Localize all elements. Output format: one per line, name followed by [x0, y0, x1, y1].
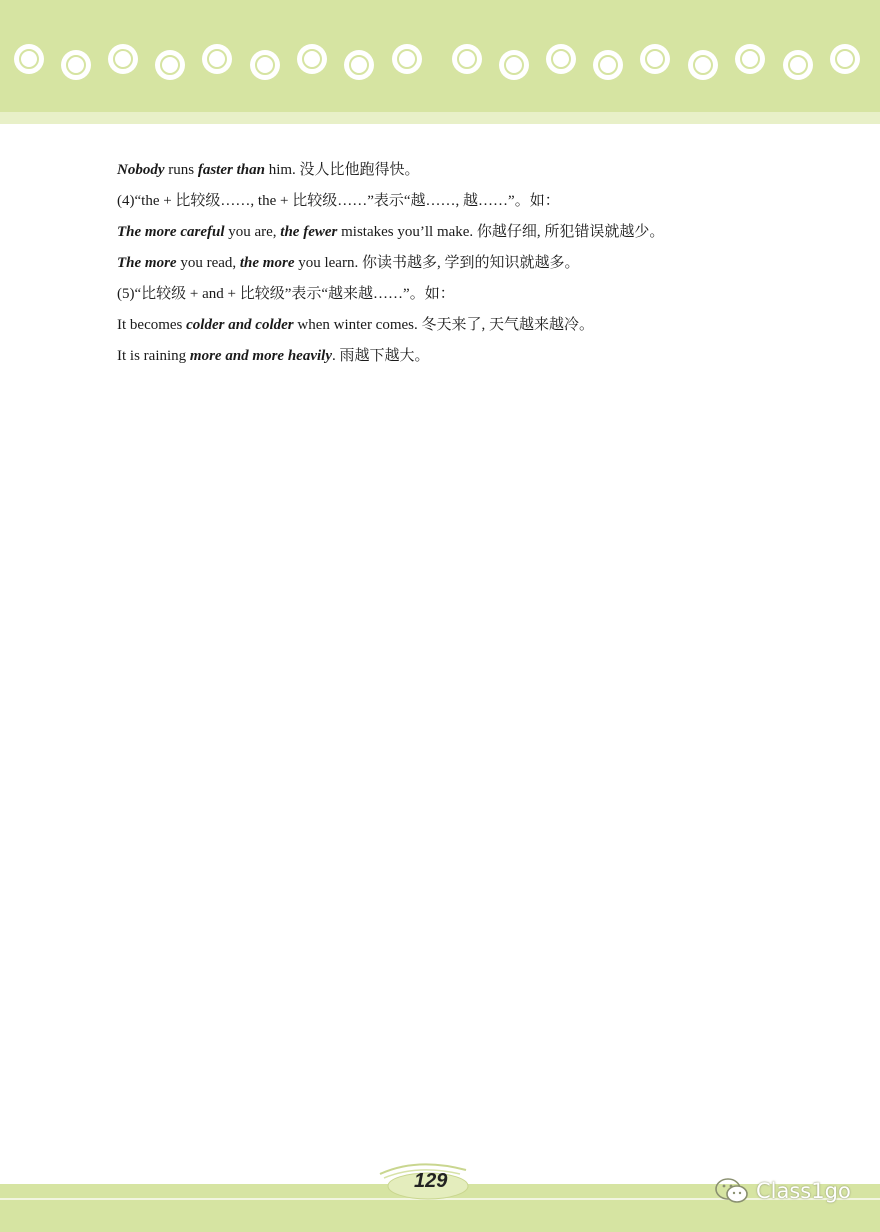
- text-span: It is raining: [117, 348, 190, 364]
- ring-icon: [593, 50, 623, 80]
- text-line: [117, 217, 817, 248]
- ring-icon: [783, 50, 813, 80]
- wechat-icon: [714, 1177, 750, 1205]
- text-span: runs: [164, 162, 198, 178]
- decorative-rings: [0, 0, 880, 112]
- watermark: [714, 1174, 851, 1208]
- ring-icon: [202, 44, 232, 74]
- ring-icon: [735, 44, 765, 74]
- text-span: the fewer: [280, 224, 338, 240]
- text-span: colder and colder: [186, 317, 294, 333]
- ring-icon: [392, 44, 422, 74]
- page-number-badge: [376, 1158, 476, 1208]
- text-span: It becomes: [117, 317, 187, 333]
- text-span: more and more heavily: [189, 348, 332, 364]
- text-span: the more: [239, 255, 295, 271]
- ring-icon: [155, 50, 185, 80]
- header-stripe: [0, 112, 880, 124]
- ring-icon: [297, 44, 327, 74]
- ring-icon: [250, 50, 280, 80]
- text-span: when winter comes. 冬天来了, 天气越来越冷。: [293, 317, 595, 333]
- text-line: [117, 341, 817, 372]
- ring-icon: [830, 44, 860, 74]
- text-line: [117, 310, 817, 341]
- ring-icon: [688, 50, 718, 80]
- text-line: [117, 279, 817, 310]
- text-line: [117, 155, 817, 186]
- text-span: him. 没人比他跑得快。: [264, 162, 420, 178]
- text-span: The more: [117, 255, 177, 271]
- text-span: (4)“the + 比较级……, the + 比较级……”表示“越……, 越……”。如：: [117, 193, 560, 209]
- text-line: [117, 248, 817, 279]
- text-span: faster than: [197, 162, 265, 178]
- ring-icon: [546, 44, 576, 74]
- text-span: mistakes you’ll make. 你越仔细, 所犯错误就越少。: [337, 224, 665, 240]
- ring-icon: [344, 50, 374, 80]
- ring-icon: [452, 44, 482, 74]
- ring-icon: [499, 50, 529, 80]
- text-span: you read,: [176, 255, 240, 271]
- text-span: (5)“比较级 + and + 比较级”表示“越来越……”。如：: [117, 286, 455, 302]
- ring-icon: [640, 44, 670, 74]
- text-span: . 雨越下越大。: [331, 348, 430, 364]
- watermark-text: Class1go: [756, 1179, 851, 1203]
- page-number: 129: [414, 1170, 448, 1192]
- text-span: you learn. 你读书越多, 学到的知识就越多。: [294, 255, 580, 271]
- text-line: [117, 186, 817, 217]
- ring-icon: [108, 44, 138, 74]
- ring-icon: [14, 44, 44, 74]
- text-span: Nobody: [117, 162, 165, 178]
- text-span: you are,: [224, 224, 281, 240]
- body-text: [117, 155, 817, 372]
- text-span: The more careful: [117, 224, 225, 240]
- ring-icon: [61, 50, 91, 80]
